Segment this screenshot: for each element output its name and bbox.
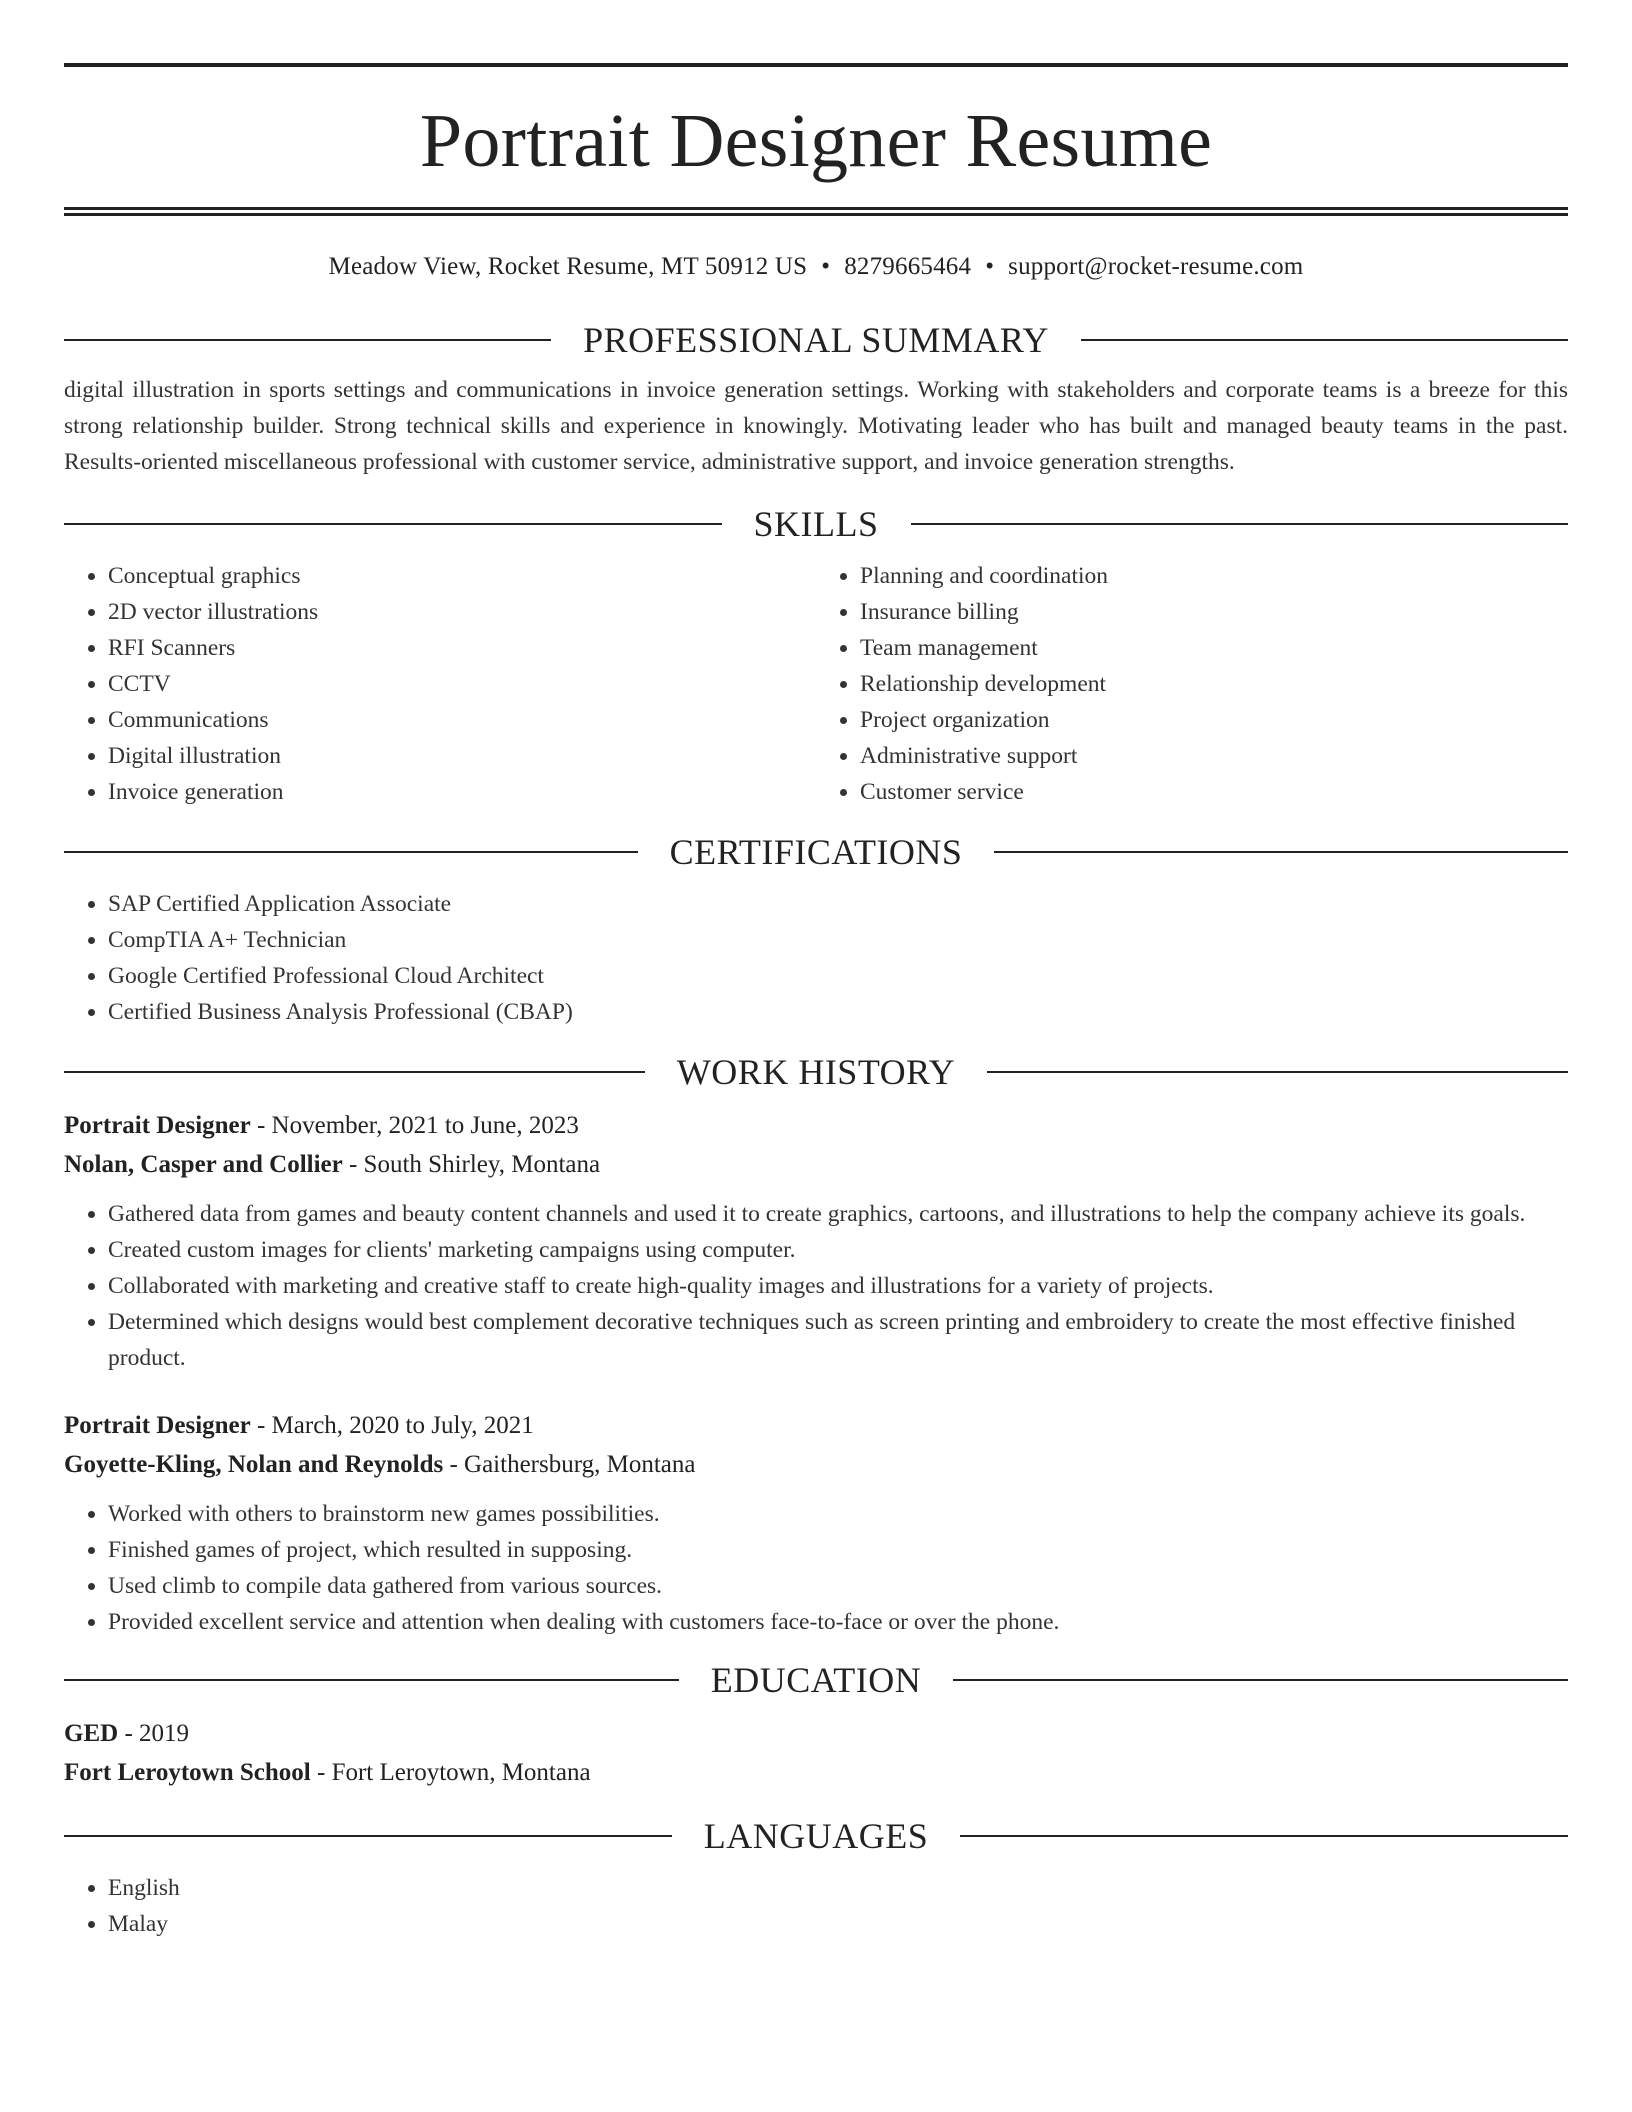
job-title: Portrait Designer <box>64 1112 251 1139</box>
title-double-rule <box>64 207 1568 216</box>
section-title: WORK HISTORY <box>676 1052 956 1092</box>
list-item: • Insurance billing <box>860 594 1568 630</box>
list-item: • Malay <box>108 1906 1568 1942</box>
heading-rule-right <box>911 523 1569 525</box>
list-item: • Collaborated with marketing and creative staff to create high-quality images and illustrations for a variety of projects. <box>108 1268 1568 1304</box>
education-year: - 2019 <box>118 1720 190 1747</box>
list-item: • Project organization <box>860 702 1568 738</box>
job-entry <box>64 1406 1568 1640</box>
skills-columns <box>64 558 1568 810</box>
job-location: - South Shirley, Montana <box>342 1151 601 1178</box>
job-company-line <box>64 1445 1568 1484</box>
contact-address: Meadow View, Rocket Resume, MT 50912 US <box>328 253 808 280</box>
section-title: LANGUAGES <box>703 1816 929 1856</box>
section-heading-certifications <box>64 830 1568 874</box>
section-heading-summary <box>64 318 1568 362</box>
job-company: Nolan, Casper and Collier <box>64 1151 343 1178</box>
heading-rule-left <box>64 339 551 341</box>
contact-phone: 8279665464 <box>844 253 972 280</box>
contact-line <box>64 252 1568 292</box>
heading-rule-right <box>987 1071 1568 1073</box>
job-company-line <box>64 1145 1568 1184</box>
education-school-line <box>64 1753 1568 1792</box>
skills-list-right <box>816 558 1568 810</box>
contact-email: support@rocket-resume.com <box>1008 253 1304 280</box>
list-item: • Conceptual graphics <box>108 558 816 594</box>
heading-rule-left <box>64 1679 679 1681</box>
list-item: • Digital illustration <box>108 738 816 774</box>
list-item: • Determined which designs would best complement decorative techniques such as screen printing and embroidery to create the most effective finished product. <box>108 1304 1568 1376</box>
contact-separator: • <box>985 253 995 280</box>
top-rule <box>64 63 1568 67</box>
job-company: Goyette-Kling, Nolan and Reynolds <box>64 1451 444 1478</box>
heading-rule-right <box>1081 339 1568 341</box>
job-title-line <box>64 1106 1568 1145</box>
list-item: • English <box>108 1870 1568 1906</box>
list-item: • Relationship development <box>860 666 1568 702</box>
section-heading-skills <box>64 502 1568 546</box>
list-item: • Customer service <box>860 774 1568 810</box>
list-item: • Administrative support <box>860 738 1568 774</box>
heading-rule-left <box>64 523 722 525</box>
heading-rule-left <box>64 1835 672 1837</box>
job-dates: - November, 2021 to June, 2023 <box>250 1112 579 1139</box>
list-item: • Provided excellent service and attention when dealing with customers face-to-face or over the phone. <box>108 1604 1568 1640</box>
job-bullets <box>64 1496 1568 1640</box>
list-item: • Team management <box>860 630 1568 666</box>
list-item: • Communications <box>108 702 816 738</box>
education-location: - Fort Leroytown, Montana <box>310 1759 591 1786</box>
section-title: CERTIFICATIONS <box>669 832 963 872</box>
education-degree-line <box>64 1714 1568 1753</box>
languages-list <box>64 1870 1568 1942</box>
heading-rule-right <box>953 1679 1568 1681</box>
job-dates: - March, 2020 to July, 2021 <box>250 1412 534 1439</box>
heading-rule-right <box>994 851 1568 853</box>
list-item: • RFI Scanners <box>108 630 816 666</box>
list-item: • 2D vector illustrations <box>108 594 816 630</box>
list-item: • Finished games of project, which resulted in supposing. <box>108 1532 1568 1568</box>
list-item: • CCTV <box>108 666 816 702</box>
list-item: • Created custom images for clients' marketing campaigns using computer. <box>108 1232 1568 1268</box>
section-heading-work-history <box>64 1050 1568 1094</box>
contact-separator: • <box>821 253 831 280</box>
heading-rule-left <box>64 1071 645 1073</box>
job-title-line <box>64 1406 1568 1445</box>
list-item: • CompTIA A+ Technician <box>108 922 1568 958</box>
list-item: • Certified Business Analysis Professional (CBAP) <box>108 994 1568 1030</box>
education-entry <box>64 1714 1568 1792</box>
section-title: SKILLS <box>753 504 879 544</box>
certifications-block <box>64 886 1568 1030</box>
summary-text: digital illustration in sports settings and communications in invoice generation settings. Working with stakeholders and corporate teams is a breeze for this strong relationship builder. Strong technical skills and experience in knowingly. Motivating leader who has built and managed beauty teams in the past. Results-oriented miscellaneous professional with customer service, administrative support, and invoice generation strengths. <box>64 377 1568 475</box>
list-item: • Used climb to compile data gathered from various sources. <box>108 1568 1568 1604</box>
section-title: EDUCATION <box>710 1660 922 1700</box>
list-item: • Gathered data from games and beauty content channels and used it to create graphics, cartoons, and illustrations to help the company achieve its goals. <box>108 1196 1568 1232</box>
list-item: • Planning and coordination <box>860 558 1568 594</box>
section-title: PROFESSIONAL SUMMARY <box>583 320 1049 360</box>
job-location: - Gaithersburg, Montana <box>443 1451 696 1478</box>
list-item: • Google Certified Professional Cloud Architect <box>108 958 1568 994</box>
list-item: • Invoice generation <box>108 774 816 810</box>
section-heading-education <box>64 1658 1568 1702</box>
list-item: • SAP Certified Application Associate <box>108 886 1568 922</box>
heading-rule-left <box>64 851 638 853</box>
heading-rule-right <box>960 1835 1568 1837</box>
section-heading-languages <box>64 1814 1568 1858</box>
education-degree: GED <box>64 1720 119 1747</box>
certifications-list <box>64 886 1568 1030</box>
languages-block <box>64 1870 1568 1942</box>
job-entry <box>64 1106 1568 1376</box>
skills-list-left <box>64 558 816 810</box>
education-school: Fort Leroytown School <box>64 1759 311 1786</box>
job-title: Portrait Designer <box>64 1412 251 1439</box>
list-item: • Worked with others to brainstorm new games possibilities. <box>108 1496 1568 1532</box>
page-title: Portrait Designer Resume <box>419 99 1213 183</box>
job-bullets <box>64 1196 1568 1376</box>
